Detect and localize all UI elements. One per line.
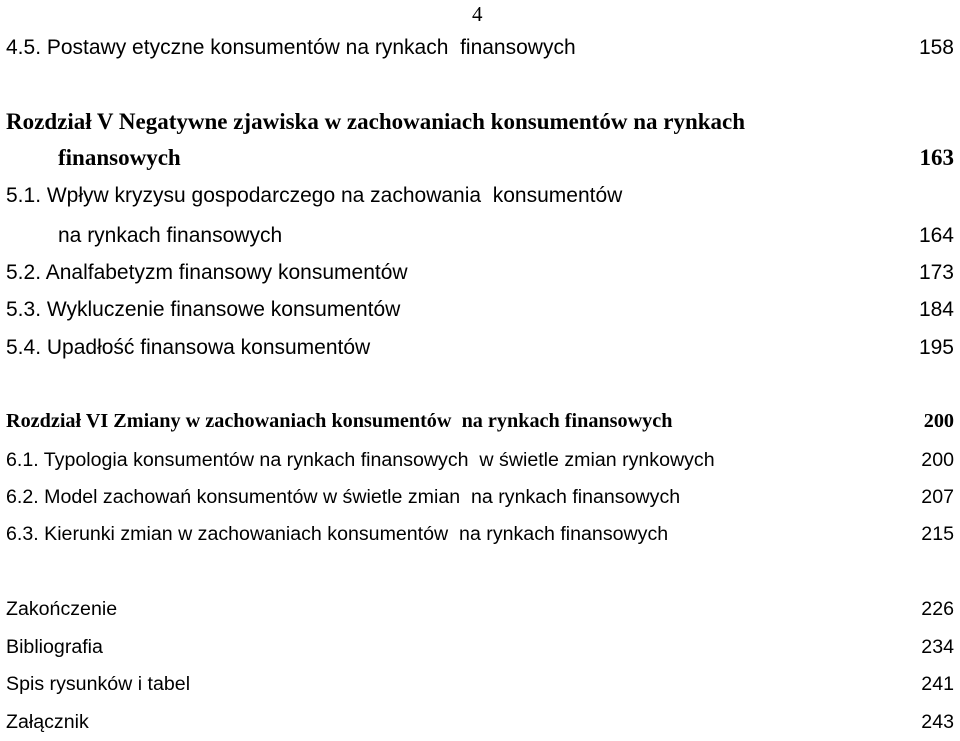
toc-entry-conclusion[interactable] — [6, 598, 954, 621]
toc-entry-page: 241 — [921, 673, 954, 695]
toc-entry-label: Bibliografia — [6, 636, 103, 658]
toc-entry-page: 200 — [921, 449, 954, 471]
toc-entry-label: Spis rysunków i tabel — [6, 673, 191, 695]
toc-entry-page: 164 — [918, 224, 954, 247]
chapter-5-heading[interactable] — [6, 109, 954, 135]
toc-entry-label: 4.5. Postawy etyczne konsumentów na rynkach finansowych — [6, 36, 576, 59]
toc-entry-page: 184 — [918, 298, 954, 321]
toc-entry-page: 195 — [918, 336, 954, 359]
toc-entry-6-3[interactable] — [6, 523, 954, 546]
toc-entry-label: 5.1. Wpływ kryzysu gospodarczego na zachowania konsumentów — [6, 184, 623, 207]
chapter-5-page: 163 — [919, 145, 954, 170]
chapter-6-page: 200 — [923, 410, 954, 432]
toc-entry-6-1[interactable] — [6, 449, 954, 472]
chapter-5-title-line2: finansowych — [58, 145, 181, 170]
toc-entry-6-2[interactable] — [6, 486, 954, 509]
chapter-6-title: Rozdział VI Zmiany w zachowaniach konsumentów na rynkach finansowych — [6, 410, 673, 432]
toc-entry-5-3[interactable] — [6, 298, 954, 322]
toc-entry-figures-tables[interactable] — [6, 673, 954, 696]
toc-entry-bibliography[interactable] — [6, 636, 954, 659]
chapter-6-heading[interactable] — [6, 410, 954, 433]
page-number: 4 — [472, 2, 483, 26]
toc-entry-5-1[interactable] — [6, 184, 954, 208]
toc-entry-label: 5.4. Upadłość finansowa konsumentów — [6, 336, 371, 359]
toc-entry-label: Załącznik — [6, 711, 89, 733]
toc-entry-label: 6.2. Model zachowań konsumentów w świetle zmian na rynkach finansowych — [6, 486, 681, 508]
toc-entry-4-5[interactable] — [6, 36, 954, 60]
toc-entry-page: 173 — [918, 261, 954, 284]
toc-entry-label: 5.3. Wykluczenie finansowe konsumentów — [6, 298, 401, 321]
toc-entry-page: 158 — [918, 36, 954, 59]
toc-entry-page: 234 — [921, 636, 954, 658]
toc-entry-page: 243 — [921, 711, 954, 733]
toc-entry-5-4[interactable] — [6, 336, 954, 360]
toc-entry-page: 215 — [921, 523, 954, 545]
toc-entry-page: 226 — [921, 598, 954, 620]
toc-entry-appendix[interactable] — [6, 711, 954, 734]
toc-entry-label: Zakończenie — [6, 598, 118, 620]
toc-entry-label: 6.1. Typologia konsumentów na rynkach finansowych w świetle zmian rynkowych — [6, 449, 715, 471]
toc-entry-label: 5.2. Analfabetyzm finansowy konsumentów — [6, 261, 408, 284]
toc-entry-label-cont: na rynkach finansowych — [58, 224, 283, 247]
toc-entry-5-1-cont[interactable] — [6, 224, 954, 248]
toc-entry-page: 207 — [921, 486, 954, 508]
chapter-5-title-line1: Rozdział V Negatywne zjawiska w zachowaniach konsumentów na rynkach — [6, 109, 746, 134]
toc-entry-5-2[interactable] — [6, 261, 954, 285]
chapter-5-heading-cont[interactable] — [6, 145, 954, 171]
toc-entry-label: 6.3. Kierunki zmian w zachowaniach konsumentów na rynkach finansowych — [6, 523, 669, 545]
